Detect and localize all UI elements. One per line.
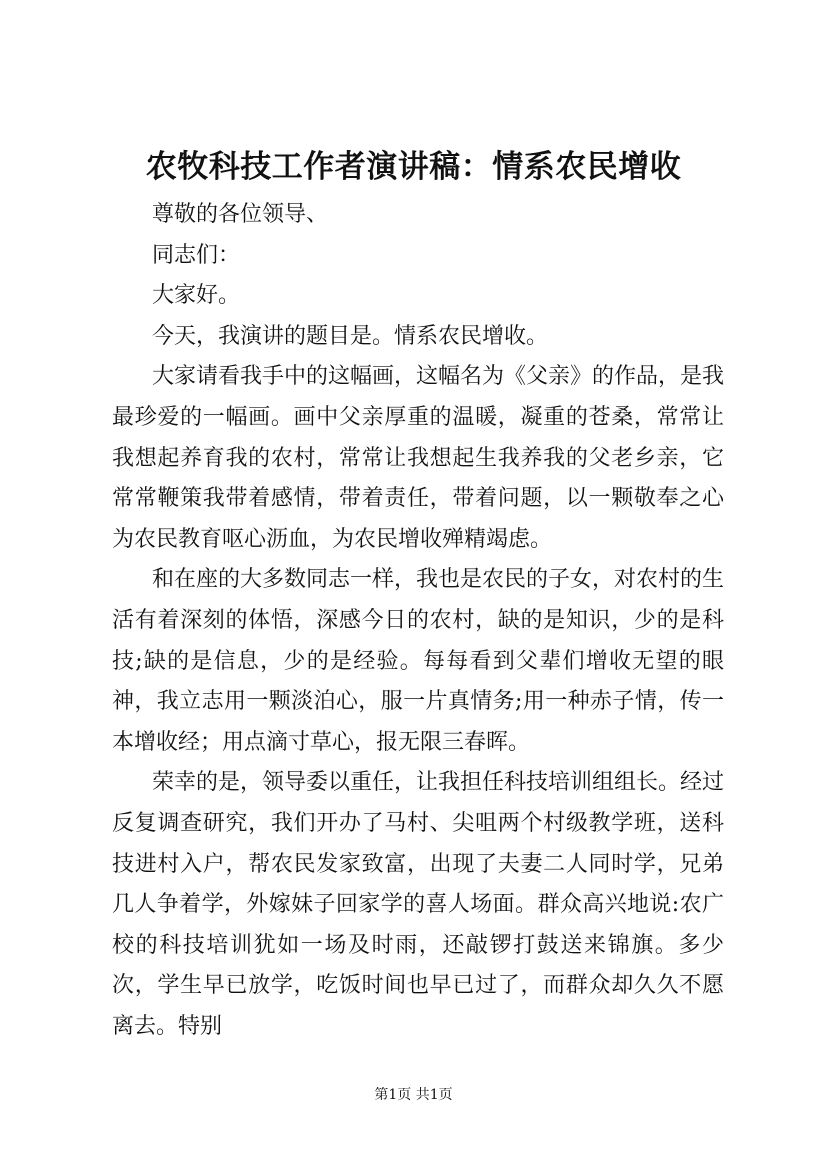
salutation-line: 尊敬的各位领导、	[152, 202, 329, 227]
topic-paragraph: 今天，我演讲的题目是。情系农民增收。	[152, 323, 549, 349]
document-title: 农牧科技工作者演讲稿：情系农民增收	[145, 149, 682, 185]
salutation-line: 同志们：	[152, 242, 241, 268]
body-paragraph: 大家请看我手中的这幅画，这幅名为《父亲》的作品，是我最珍爱的一幅画。画中父亲厚重的温暖，凝重的苍桑，常常让我想起养育我的农村，常常让我想起生我养我的父老乡亲，它常常鞭策我带着感情，带着责任，带着问题，以一颗敬奉之心为农民教育呕心沥血，为农民增收殚精竭虑。	[112, 364, 725, 552]
body-paragraph: 荣幸的是，领导委以重任，让我担任科技培训组组长。经过反复调查研究，我们开办了马村、尖咀两个村级教学班，送科技进村入户，帮农民发家致富，出现了夫妻二人同时学，兄弟几人争着学，外嫁妹子回家学的喜人场面。群众高兴地说:农广校的科技培训犹如一场及时雨，还敲锣打鼓送来锦旗。多少次，学生早已放学，吃饭时间也早已过了，而群众却久久不愿离去。特别	[112, 770, 725, 1039]
page-number: 第1页 共1页	[374, 1087, 453, 1103]
greeting-line: 大家好。	[152, 283, 241, 309]
document-body	[112, 195, 724, 1047]
body-paragraph: 和在座的大多数同志一样，我也是农民的子女，对农村的生活有着深刻的体悟，深感今日的农村，缺的是知识，少的是科技;缺的是信息，少的是经验。每每看到父辈们增收无望的眼神，我立志用一颗淡泊心，服一片真情务;用一种赤子情，传一本增收经；用点滴寸草心，报无限三春晖。	[112, 567, 725, 755]
